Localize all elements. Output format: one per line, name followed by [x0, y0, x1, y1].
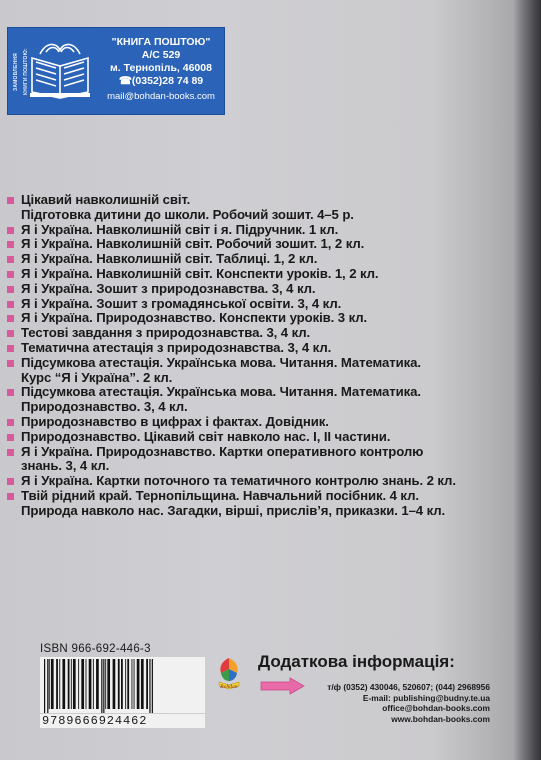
list-item: Тематична атестація з природознавства. 3, 4 кл.	[7, 341, 512, 356]
contact-phone: т/ф (0352) 430046, 520607; (044) 2968956	[327, 682, 490, 692]
contact-email-office: office@bohdan-books.com	[382, 703, 490, 713]
publisher-logo-text: Bohdan	[220, 685, 238, 690]
stamp-phone: ☎(0352)28 74 89	[118, 75, 204, 87]
barcode-bar	[71, 659, 72, 709]
barcode	[40, 657, 205, 713]
barcode-bar	[103, 659, 104, 713]
stamp-side-caption: ЗАМОВЛЕННЯ КНИГИ ПОШТОЮ:	[13, 48, 29, 96]
list-item: Підсумкова атестація. Українська мова. Читання. Математика. Курс “Я і Україна”. 2 кл.	[7, 356, 512, 386]
book-list	[7, 193, 512, 519]
barcode-bar	[152, 659, 153, 713]
additional-info-title: Додаткова інформація:	[258, 652, 455, 671]
barcode-bar	[118, 659, 120, 709]
stamp-title: "КНИГА ПОШТОЮ"	[111, 36, 211, 48]
list-item: Цікавий навколишній світ. Підготовка дитини до школи. Робочий зошит. 4–5 р.	[7, 193, 512, 223]
bullet-icon	[7, 478, 14, 485]
bullet-icon	[7, 434, 14, 441]
isbn-label: ISBN 966-692-446-3	[40, 643, 151, 655]
bullet-icon	[7, 360, 14, 367]
barcode-bar	[125, 659, 126, 709]
bullet-icon	[7, 345, 14, 352]
list-item: Я і Україна. Навколишній світ. Таблиці. 1, 2 кл.	[7, 252, 512, 267]
barcode-bar	[107, 659, 110, 709]
barcode-bar	[47, 659, 48, 713]
bullet-icon	[7, 301, 14, 308]
list-item: Я і Україна. Зошит з громадянської освіти. 3, 4 кл.	[7, 297, 512, 312]
bullet-icon	[7, 493, 14, 500]
contact-email-publishing: E-mail: publishing@budny.te.ua	[362, 692, 490, 703]
bullet-icon	[7, 330, 14, 337]
barcode-bar	[96, 659, 99, 709]
barcode-bar	[137, 659, 140, 709]
barcode-bar	[44, 659, 45, 713]
list-item: Я і Україна. Зошит з природознавства. 3, 4 кл.	[7, 282, 512, 297]
list-item: Я і Україна. Картки поточного та тематичного контролю знань. 2 кл.	[7, 474, 512, 489]
list-item: Твій рідний край. Тернопільщина. Навчальний посібник. 4 кл. Природа навколо нас. Загадки, вірші, прислів’я, приказки. 1–4 кл.	[7, 489, 512, 519]
list-item: Я і Україна. Природознавство. Картки оперативного контролю знань. 3, 4 кл.	[7, 445, 512, 475]
bullet-icon	[7, 256, 14, 263]
barcode-bar	[78, 659, 79, 709]
barcode-bar	[113, 659, 116, 709]
spine-shadow	[513, 0, 541, 760]
barcode-bar	[121, 659, 123, 709]
open-book-logo-icon	[26, 38, 94, 100]
list-item: Природознавство. Цікавий світ навколо нас. I, II частини.	[7, 430, 512, 445]
barcode-bar	[49, 659, 50, 709]
barcode-bar	[73, 659, 76, 709]
list-item: Я і Україна. Навколишній світ. Конспекти уроків. 1, 2 кл.	[7, 267, 512, 282]
contact-info	[300, 682, 490, 724]
bullet-icon	[7, 315, 14, 322]
bullet-icon	[7, 419, 14, 426]
list-item: Я і Україна. Навколишній світ і я. Підручник. 1 кл.	[7, 223, 512, 238]
publisher-logo-icon	[214, 655, 244, 691]
bullet-icon	[7, 197, 14, 204]
barcode-bar	[89, 659, 92, 709]
bullet-icon	[7, 227, 14, 234]
bullet-icon	[7, 286, 14, 293]
barcode-bar	[105, 659, 106, 709]
stamp-address	[100, 36, 222, 103]
bullet-icon	[7, 271, 14, 278]
stamp-box: А/С 529	[141, 49, 181, 61]
barcode-bar	[62, 659, 65, 709]
barcode-bar	[141, 659, 144, 709]
barcode-bar	[59, 659, 60, 709]
barcode-bar	[81, 659, 84, 709]
list-item: Я і Україна. Природознавство. Конспекти уроків. 3 кл.	[7, 311, 512, 326]
barcode-bar	[86, 659, 87, 709]
barcode-bar	[68, 659, 70, 709]
barcode-bar	[132, 659, 133, 709]
barcode-bar	[134, 659, 135, 709]
barcode-bar	[93, 659, 94, 709]
barcode-bar	[146, 659, 148, 709]
barcode-bar	[149, 659, 150, 713]
bullet-icon	[7, 389, 14, 396]
list-item: Я і Україна. Навколишній світ. Робочий зошит. 1, 2 кл.	[7, 237, 512, 252]
order-by-mail-stamp	[7, 27, 225, 115]
barcode-bar	[101, 659, 102, 713]
list-item: Підсумкова атестація. Українська мова. Читання. Математика. Природознавство. 3, 4 кл.	[7, 385, 512, 415]
contact-website: www.bohdan-books.com	[391, 713, 490, 724]
barcode-bar	[127, 659, 129, 709]
stamp-city: м. Тернопіль, 46008	[110, 62, 212, 74]
barcode-bar	[51, 659, 54, 709]
list-item: Тестові завдання з природознавства. 3, 4 кл.	[7, 326, 512, 341]
bullet-icon	[7, 449, 14, 456]
barcode-digits: 9789666924462	[40, 714, 205, 728]
stamp-mail: mail@bohdan-books.com	[107, 91, 215, 102]
list-item: Природознавство в цифрах і фактах. Довідник.	[7, 415, 512, 430]
bullet-icon	[7, 241, 14, 248]
barcode-bars	[40, 657, 205, 713]
barcode-bar	[56, 659, 58, 709]
